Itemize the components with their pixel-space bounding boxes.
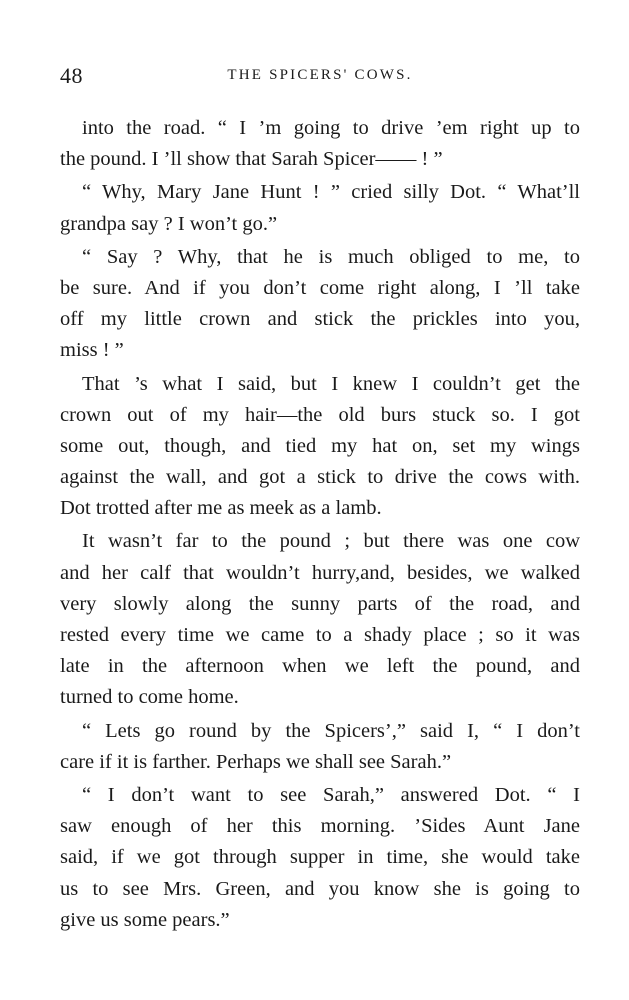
text-line: That ’s what I said, but I knew I couldn’t get the [82,372,580,395]
text-line: against the wall, and got a stick to drive the cows with. [60,466,580,489]
text-line: be sure. And if you don’t come right along, I ’ll take [60,276,580,299]
text-line: crown out of my hair—the old burs stuck so. I got [60,403,580,426]
text-line: “ Why, Mary Jane Hunt ! ” cried silly Dot. “ What’ll [82,181,580,204]
body-text [60,113,580,936]
page-header [60,63,580,93]
paragraph [60,780,580,936]
text-line: turned to come home. [60,686,239,709]
text-line: into the road. “ I ’m going to drive ’em right up to [82,117,580,139]
paragraph [60,369,580,525]
page-number: 48 [60,63,83,88]
text-line: the pound. I ’ll show that Sarah Spicer—— ! ” [60,148,443,171]
text-line: off my little crown and stick the prickles into you, [60,308,580,331]
text-line: very slowly along the sunny parts of the road, and [60,592,580,615]
paragraph [60,177,580,239]
text-line: said, if we got through supper in time, she would take [60,846,580,869]
text-line: Dot trotted after me as meek as a lamb. [60,497,382,520]
text-line: miss ! ” [60,339,124,362]
paragraph [60,113,580,175]
text-line: “ Lets go round by the Spicers’,” said I, “ I don’t [82,719,580,742]
text-line: grandpa say ? I won’t go.” [60,212,278,235]
text-line: “ Say ? Why, that he is much obliged to me, to [82,245,580,268]
paragraph [60,526,580,713]
text-line: some out, though, and tied my hat on, set my wings [60,434,580,457]
text-line: give us some pears.” [60,908,230,931]
paragraph [60,716,580,778]
text-line: late in the afternoon when we left the pound, and [60,655,580,678]
text-line: saw enough of her this morning. ’Sides Aunt Jane [60,815,580,838]
text-line: care if it is farther. Perhaps we shall see Sarah.” [60,750,452,773]
text-line: and her calf that wouldn’t hurry,and, besides, we walked [60,561,580,584]
text-line: rested every time we came to a shady place ; so it was [60,624,580,646]
text-line: “ I don’t want to see Sarah,” answered Dot. “ I [82,783,580,806]
text-line: It wasn’t far to the pound ; but there was one cow [82,530,580,553]
paragraph [60,242,580,367]
running-head: THE SPICERS' COWS. [227,67,413,83]
text-line: us to see Mrs. Green, and you know she is going to [60,877,580,900]
